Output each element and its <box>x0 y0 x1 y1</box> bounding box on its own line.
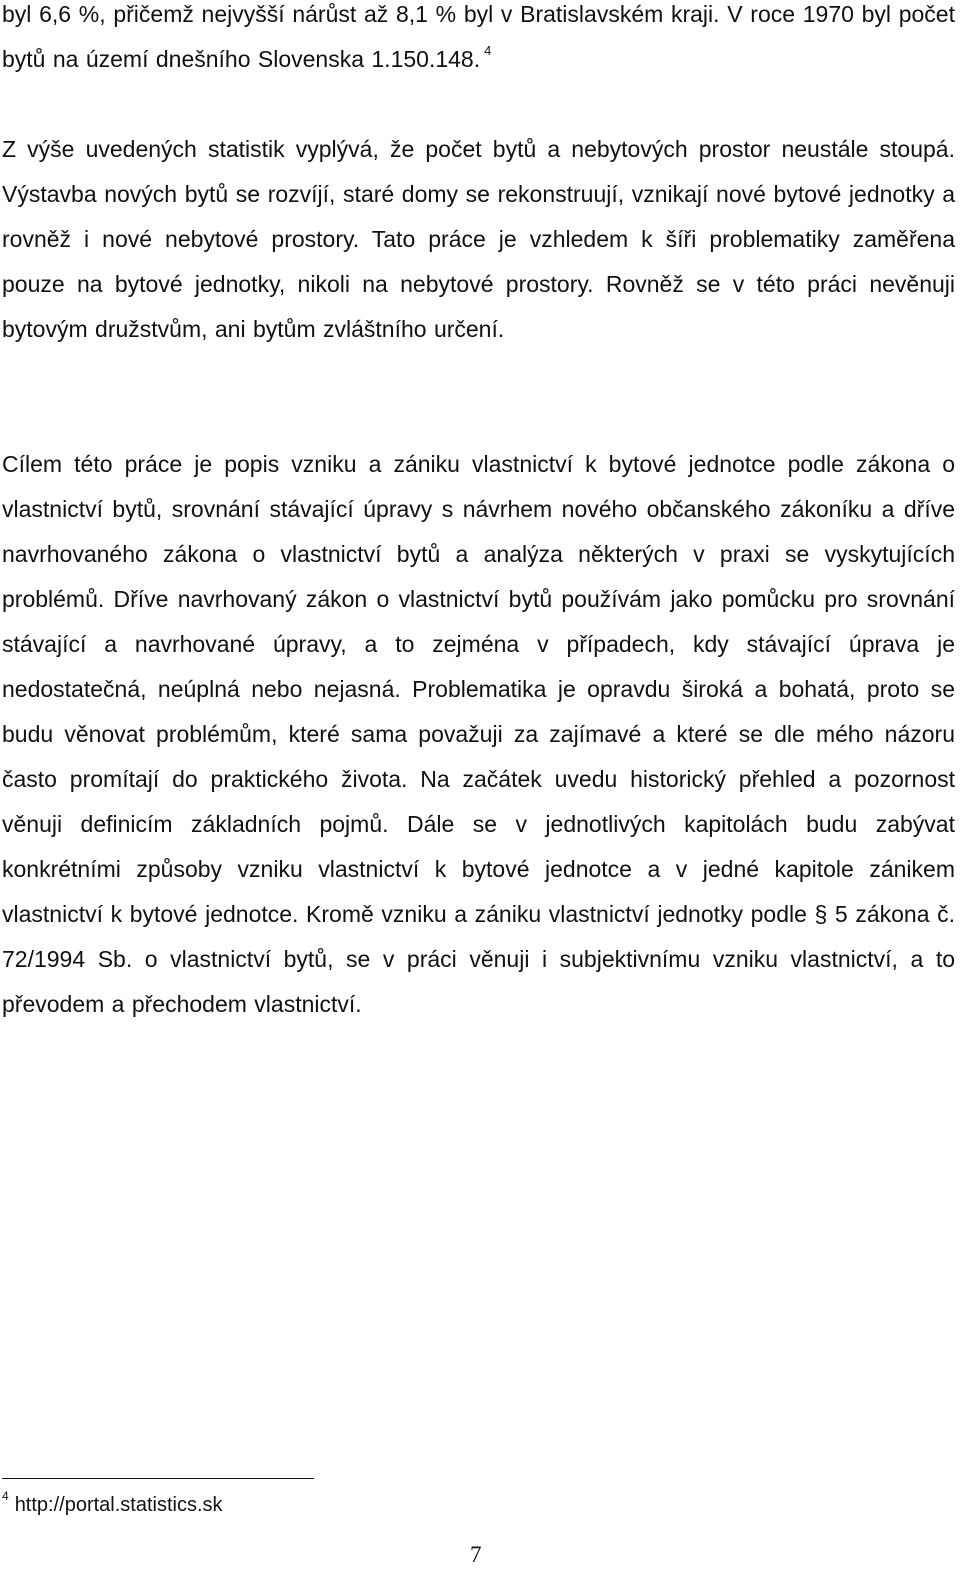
paragraph-text: byl 6,6 %, přičemž nejvyšší nárůst až 8,1 % byl v Bratislavském kraji. V roce 1970 byl počet bytů na území dnešního Slovenska 1.150.148. <box>2 1 955 72</box>
footnote-reference: 4 <box>484 43 492 59</box>
footnote-number: 4 <box>2 1489 9 1504</box>
footnote <box>2 1489 223 1518</box>
page-number: 7 <box>470 1542 482 1567</box>
footnote-separator <box>2 1478 314 1479</box>
paragraph-aim: Cílem této práce je popis vzniku a zániku vlastnictví k bytové jednotce podle zákona o vlastnictví bytů, srovnání stávající úpravy s návrhem nového občanského zákoníku a dříve navrhovaného zákona o vlastnictví bytů a analýza některých v praxi se vyskytujících problémů. Dříve navrhovaný zákon o vlastnictví bytů používám jako pomůcku pro srovnání stávající a navrhované úpravy, a to zejména v případech, kdy stávající úprava je nedostatečná, neúplná nebo nejasná. Problematika je opravdu široká a bohatá, proto se budu věnovat problémům, které sama považuji za zajímavé a které se dle mého názoru často promítají do praktického života. Na začátek uvedu historický přehled a pozornost věnuji definicím základních pojmů. Dále se v jednotlivých kapitolách budu zabývat konkrétními způsoby vzniku vlastnictví k bytové jednotce a v jedné kapitole zánikem vlastnictví k bytové jednotce. Kromě vzniku a zániku vlastnictví jednotky podle § 5 zákona č. 72/1994 Sb. o vlastnictví bytů, se v práci věnuji i subjektivnímu vzniku vlastnictví, a to převodem a přechodem vlastnictví. <box>2 451 955 1017</box>
footnote-link[interactable]: http://portal.statistics.sk <box>14 1494 223 1516</box>
paragraph-scope: Z výše uvedených statistik vyplývá, že počet bytů a nebytových prostor neustále stoupá. Výstavba nových bytů se rozvíjí, staré domy se rekonstruují, vznikají nové bytové jednotky a rovněž i nové nebytové prostory. Tato práce je vzhledem k šíři problematiky zaměřena pouze na bytové jednotky, nikoli na nebytové prostory. Rovněž se v této práci nevěnuji bytovým družstvům, ani bytům zvláštního určení. <box>2 136 955 342</box>
paragraph-statistics-continued <box>2 0 955 82</box>
